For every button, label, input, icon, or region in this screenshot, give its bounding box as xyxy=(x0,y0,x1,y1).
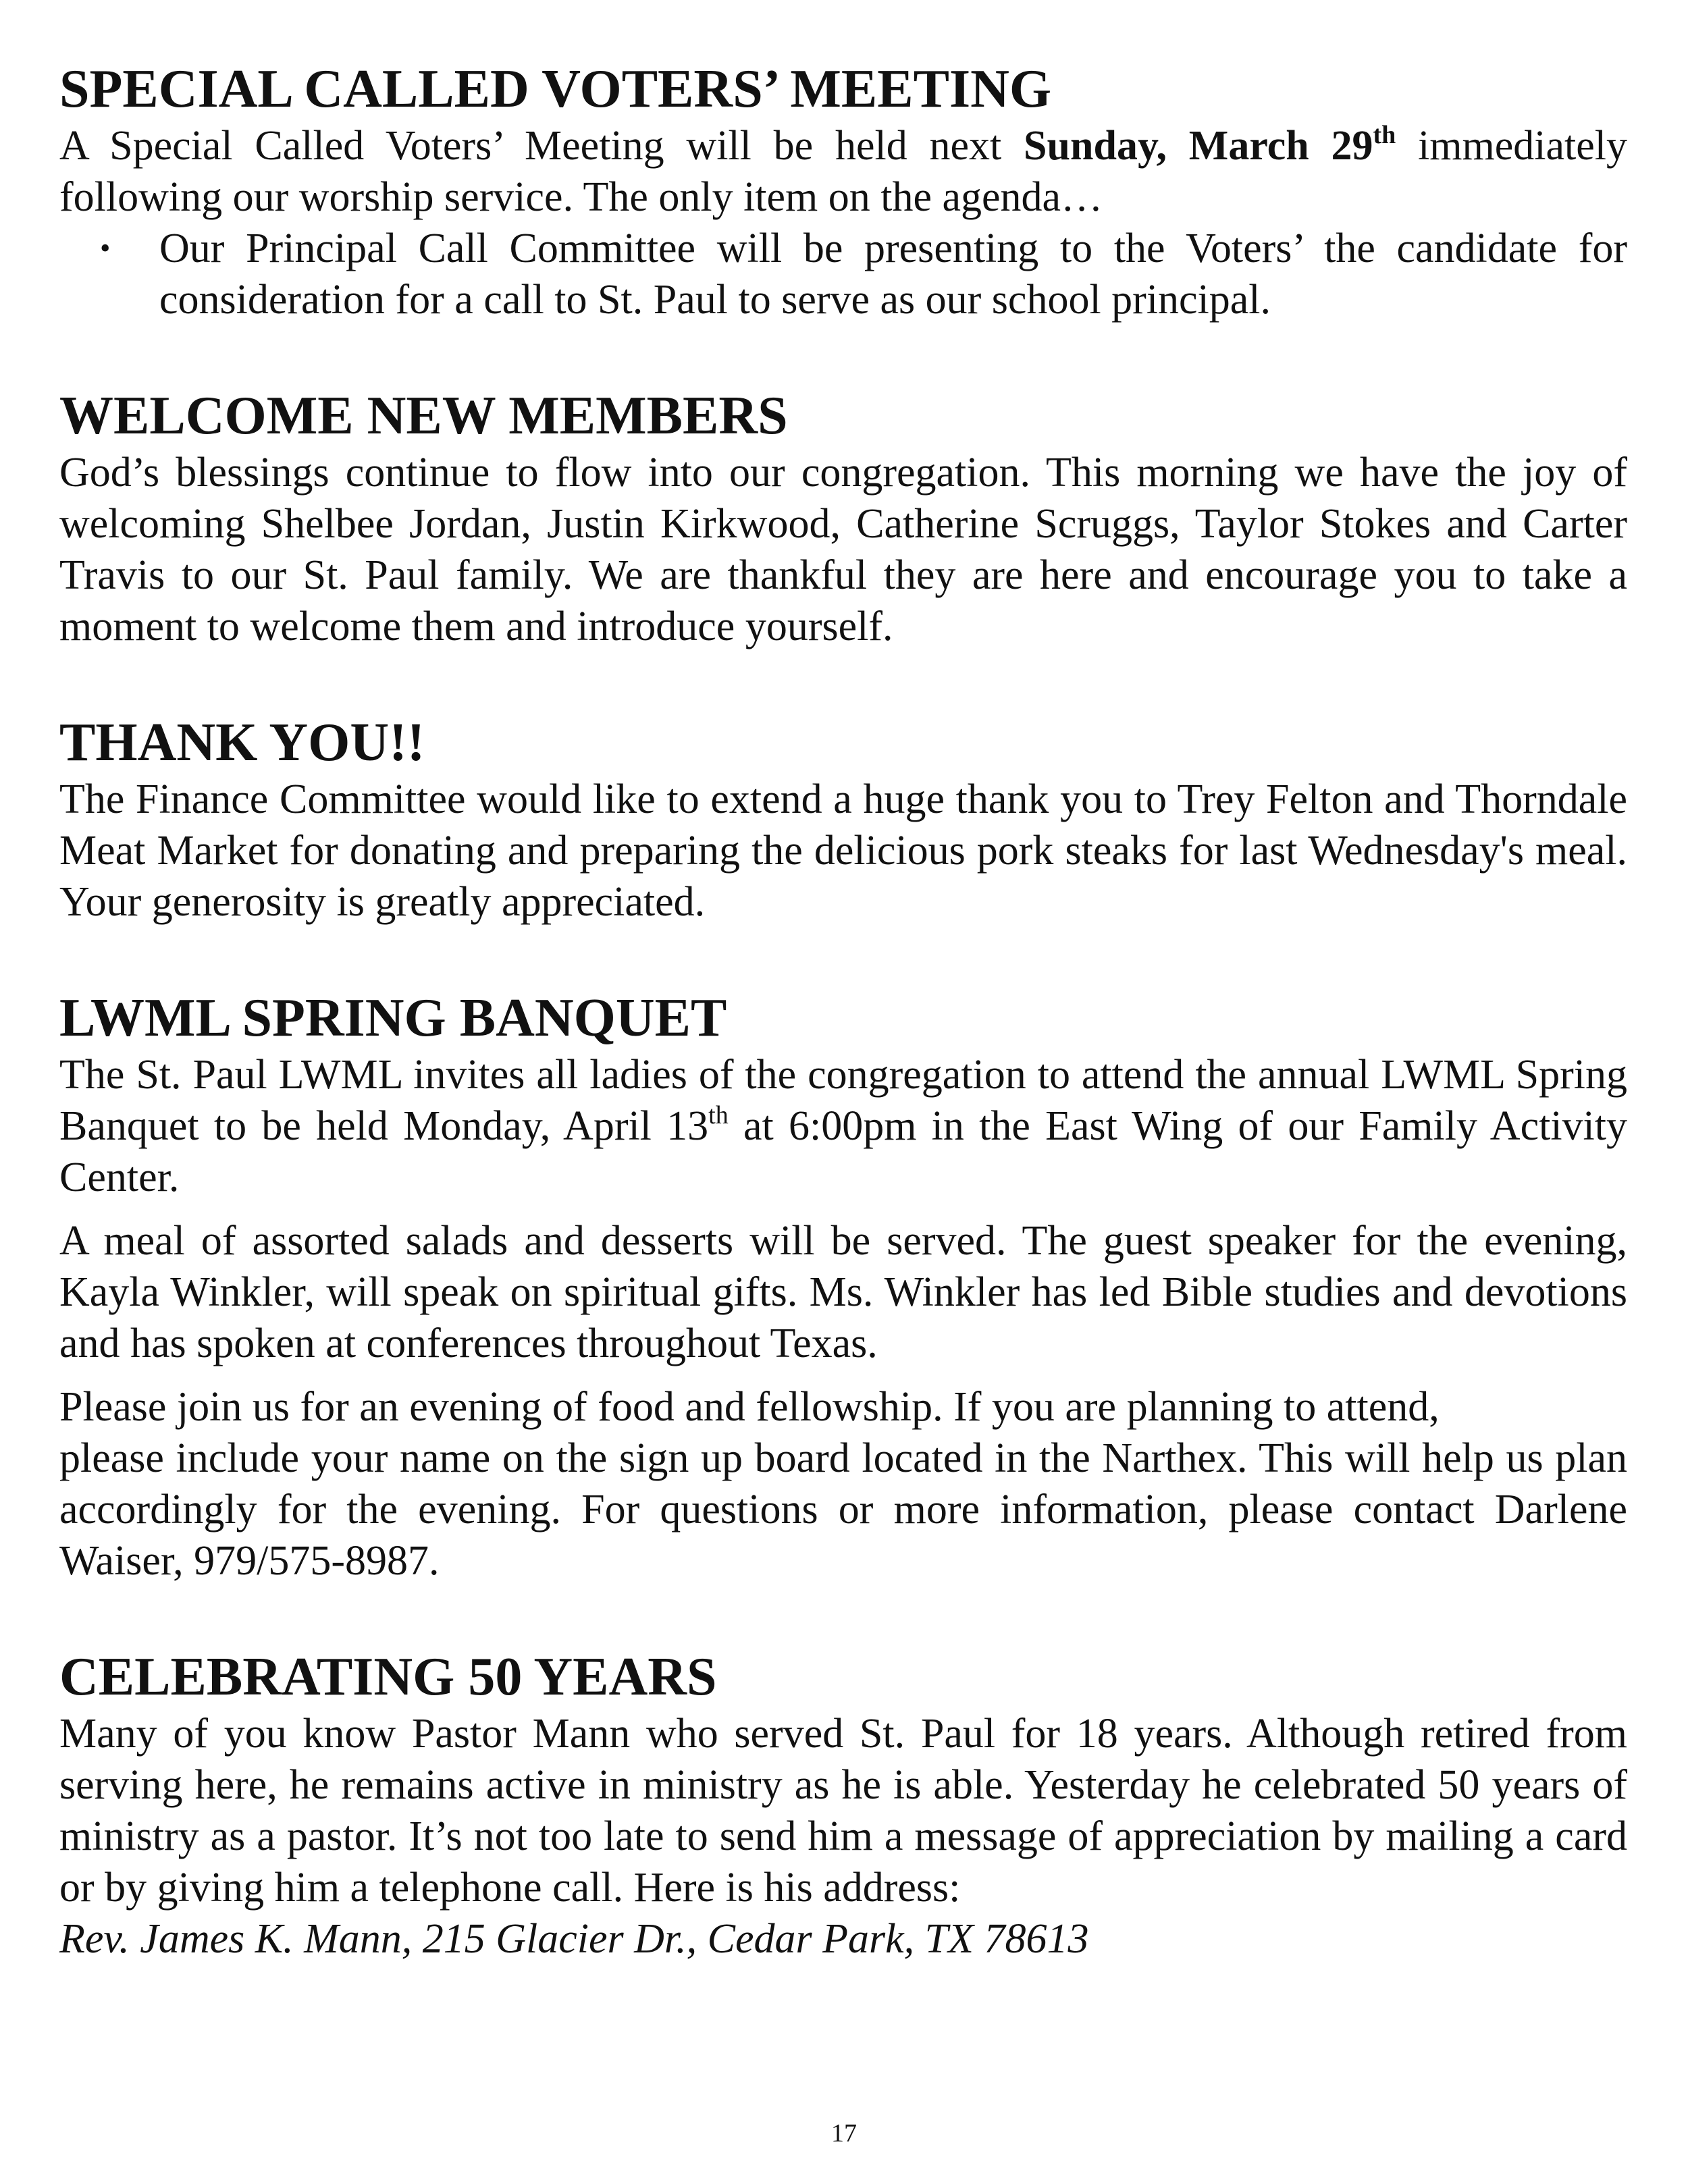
bullet-icon: • xyxy=(100,232,111,265)
voters-meeting-date: Sunday, March 29 xyxy=(1024,123,1373,169)
voters-meeting-date-sup: th xyxy=(1373,121,1396,149)
thank-you-heading: THANK YOU!! xyxy=(59,713,425,772)
agenda-list xyxy=(59,223,1627,325)
voters-meeting-text-after: immediately following our worship service. The only item on the agenda… xyxy=(59,123,1627,220)
bulletin-page xyxy=(59,58,1627,1965)
voters-meeting-paragraph xyxy=(59,120,1627,223)
banquet-p3-line1: Please join us for an evening of food and fellowship. If you are planning to attend, xyxy=(59,1384,1440,1430)
banquet-paragraph-3 xyxy=(59,1381,1627,1587)
welcome-paragraph: God’s blessings continue to flow into our congregation. This morning we have the joy of welcoming Shelbee Jordan, Justin Kirkwood, Catherine Scruggs, Taylor Stokes and Carter Travis to our St. Paul family. We are thankful they are here and encourage you to take a moment to welcome them and introduce yourself. xyxy=(59,450,1627,649)
banquet-paragraph-1 xyxy=(59,1049,1627,1203)
banquet-text-before: The St. Paul LWML invites all ladies of the congregation to attend the annual LWML Spring Banquet to be held Monday, April 13 xyxy=(59,1052,1627,1149)
welcome-section xyxy=(59,385,1627,652)
thank-you-paragraph: The Finance Committee would like to extend a huge thank you to Trey Felton and Thorndale Meat Market for donating and preparing the delicious pork steaks for last Wednesday's meal. Your generosity is greatly appreciated. xyxy=(59,776,1627,925)
banquet-date-sup: th xyxy=(708,1101,729,1129)
agenda-item xyxy=(100,223,1627,325)
celebrating-paragraph: Many of you know Pastor Mann who served St. Paul for 18 years. Although retired from serving here, he remains active in ministry as he is able. Yesterday he celebrated 50 years of ministry as a pastor. It’s not too late to send him a message of appreciation by mailing a card or by giving him a telephone call. Here is his address: xyxy=(59,1711,1627,1911)
voters-meeting-heading: SPECIAL CALLED VOTERS’ MEETING xyxy=(59,59,1052,119)
voters-meeting-section xyxy=(59,58,1627,325)
banquet-text-after: at 6:00pm in the East Wing of our Family Activity Center. xyxy=(59,1103,1627,1200)
banquet-p3-rest: please include your name on the sign up board located in the Narthex. This will help us plan accordingly for the evening. For questions or more information, please contact Darlene Waiser, 979/575-8987. xyxy=(59,1435,1627,1584)
celebrating-heading: CELEBRATING 50 YEARS xyxy=(59,1647,717,1707)
banquet-heading: LWML SPRING BANQUET xyxy=(59,988,727,1048)
voters-meeting-text-before: A Special Called Voters’ Meeting will be held next xyxy=(59,123,1024,169)
banquet-section xyxy=(59,987,1627,1587)
welcome-heading: WELCOME NEW MEMBERS xyxy=(59,386,788,446)
agenda-item-text: Our Principal Call Committee will be presenting to the Voters’ the candidate for consideration for a call to St. Paul to serve as our school principal. xyxy=(159,225,1627,323)
celebrating-section xyxy=(59,1646,1627,1965)
pastor-address: Rev. James K. Mann, 215 Glacier Dr., Cedar Park, TX 78613 xyxy=(59,1916,1089,1962)
banquet-paragraph-2: A meal of assorted salads and desserts will be served. The guest speaker for the evening, Kayla Winkler, will speak on spiritual gifts. Ms. Winkler has led Bible studies and devotions and has spoken at conferences throughout Texas. xyxy=(59,1218,1627,1366)
page-number: 17 xyxy=(831,2119,857,2148)
thank-you-section xyxy=(59,712,1627,928)
